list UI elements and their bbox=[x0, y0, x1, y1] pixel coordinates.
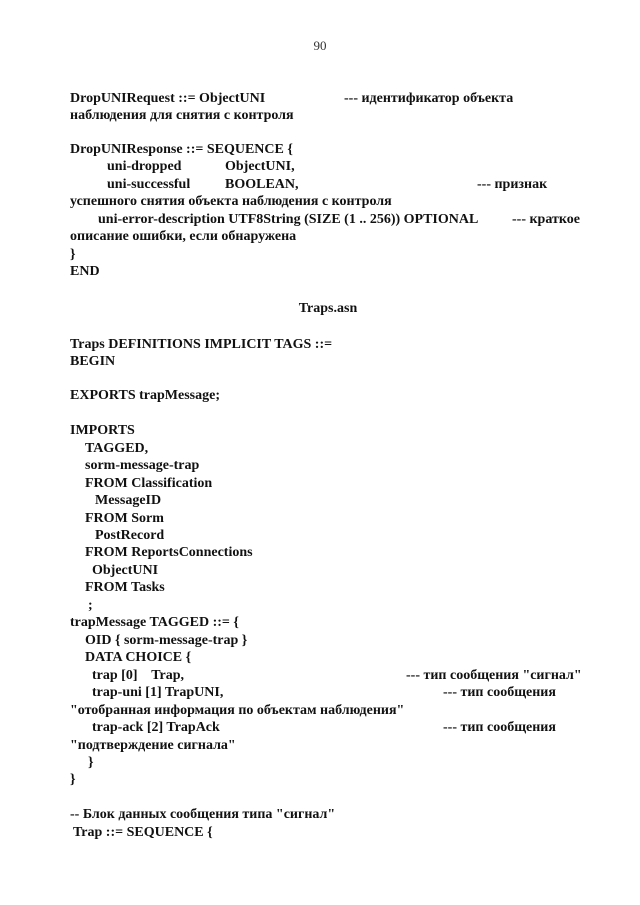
code-exports: EXPORTS trapMessage; bbox=[70, 388, 220, 403]
code-imports: IMPORTS bbox=[70, 423, 135, 438]
field-uni-dropped-type: ObjectUNI, bbox=[225, 159, 295, 174]
comment-choice-trap-uni: --- тип сообщения bbox=[443, 685, 556, 700]
code-data-choice: DATA CHOICE { bbox=[85, 650, 192, 665]
code-from-classification: FROM Classification bbox=[85, 476, 213, 491]
code-from-tasks: FROM Tasks bbox=[85, 580, 165, 595]
comment-uni-successful: --- признак bbox=[477, 177, 548, 192]
code-choice-trap-ack: trap-ack [2] TrapAck bbox=[92, 720, 220, 735]
field-uni-successful-type: BOOLEAN, bbox=[225, 177, 299, 192]
code-line-drop-request: DropUNIRequest ::= ObjectUNI bbox=[70, 91, 266, 106]
code-import-messageid: MessageID bbox=[95, 493, 162, 508]
code-traps-definitions: Traps DEFINITIONS IMPLICIT TAGS ::= bbox=[70, 337, 333, 352]
code-import-sorm-message-trap: sorm-message-trap bbox=[85, 458, 200, 473]
comment-drop-request: --- идентификатор объекта bbox=[344, 91, 514, 106]
field-uni-successful-name: uni-successful bbox=[107, 177, 191, 192]
comment-choice-trap-uni-cont: "отобранная информация по объектам наблюдения" bbox=[70, 703, 405, 718]
comment-uni-error-description-cont: описание ошибки, если обнаружена bbox=[70, 229, 297, 244]
code-close-choice: } bbox=[88, 755, 94, 770]
comment-choice-trap-ack-cont: "подтверждение сигнала" bbox=[70, 738, 236, 753]
code-choice-trap-uni: trap-uni [1] TrapUNI, bbox=[92, 685, 224, 700]
code-semicolon: ; bbox=[88, 598, 93, 613]
code-import-tagged: TAGGED, bbox=[85, 441, 149, 456]
code-close-trapmessage: } bbox=[70, 772, 76, 787]
field-uni-error-description: uni-error-description UTF8String (SIZE (1 .. 256)) OPTIONAL bbox=[98, 212, 479, 227]
comment-drop-request-cont: наблюдения для снятия с контроля bbox=[70, 108, 294, 123]
page-number: 90 bbox=[313, 38, 327, 53]
code-from-sorm: FROM Sorm bbox=[85, 511, 164, 526]
code-begin: BEGIN bbox=[70, 354, 116, 369]
comment-choice-trap-ack: --- тип сообщения bbox=[443, 720, 556, 735]
comment-uni-error-description: --- краткое bbox=[512, 212, 580, 227]
code-import-objectuni: ObjectUNI bbox=[92, 563, 159, 578]
code-import-postrecord: PostRecord bbox=[95, 528, 165, 543]
code-close-brace: } bbox=[70, 247, 76, 262]
code-end: END bbox=[70, 264, 100, 279]
code-choice-trap: trap [0] Trap, bbox=[92, 668, 185, 683]
comment-choice-trap: --- тип сообщения "сигнал" bbox=[406, 668, 582, 683]
comment-trap-block: -- Блок данных сообщения типа "сигнал" bbox=[70, 807, 336, 822]
code-oid: OID { sorm-message-trap } bbox=[85, 633, 248, 648]
code-line-drop-response: DropUNIResponse ::= SEQUENCE { bbox=[70, 142, 293, 157]
comment-uni-successful-cont: успешного снятия объекта наблюдения с контроля bbox=[70, 194, 392, 209]
section-title: Traps.asn bbox=[298, 301, 358, 316]
code-trap-sequence: Trap ::= SEQUENCE { bbox=[73, 825, 213, 840]
field-uni-dropped-name: uni-dropped bbox=[107, 159, 182, 174]
code-from-reportsconnections: FROM ReportsConnections bbox=[85, 545, 253, 560]
code-trapmessage: trapMessage TAGGED ::= { bbox=[70, 615, 239, 630]
